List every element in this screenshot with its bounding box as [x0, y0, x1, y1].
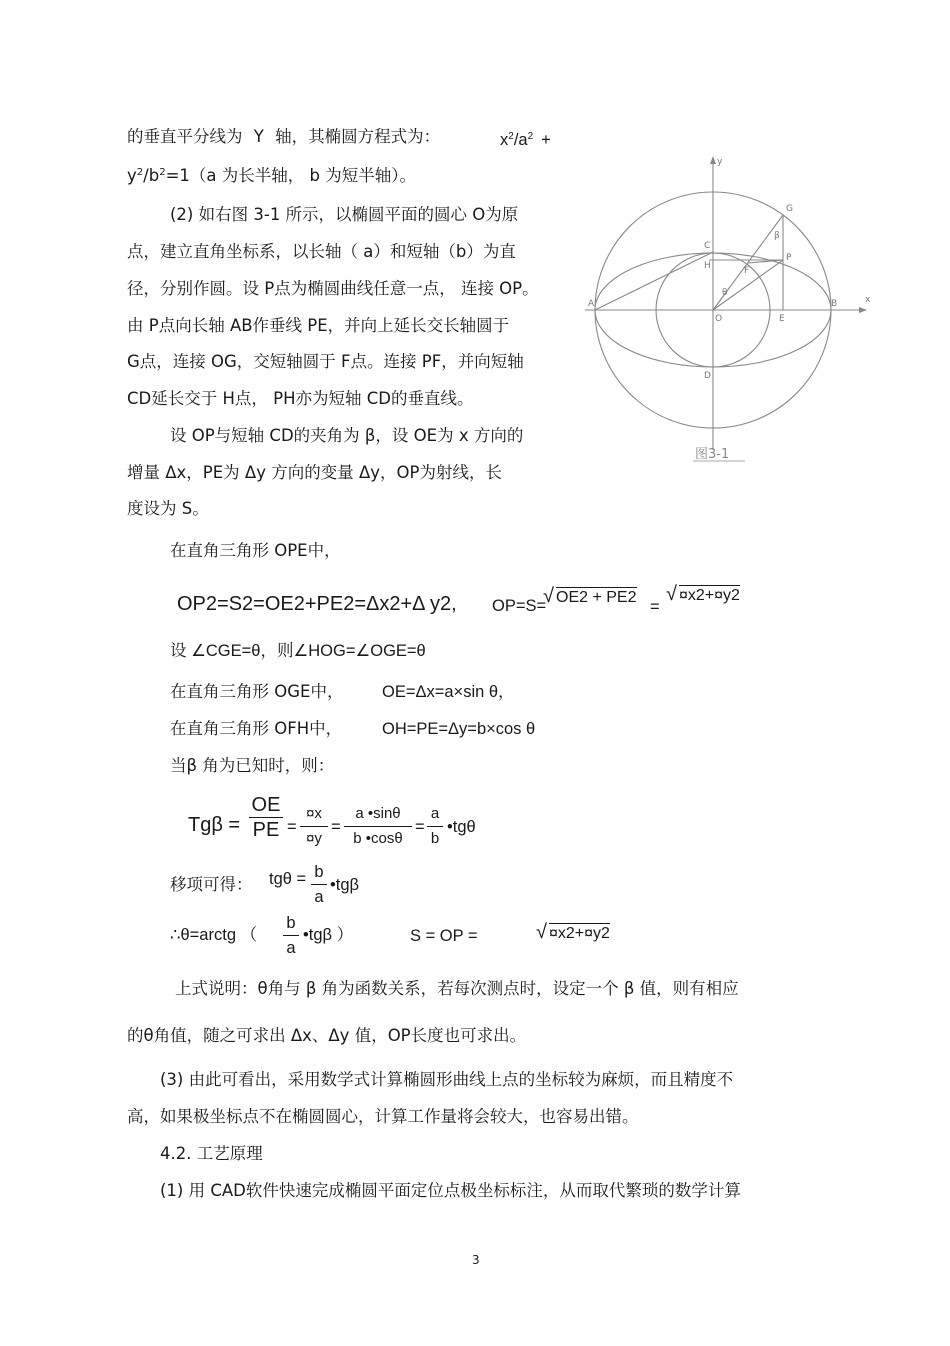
label-d: D — [704, 371, 711, 381]
intro-line-1: 的垂直平分线为 Y 轴，其椭圆方程式为： — [127, 127, 441, 146]
para4-line-1: (3) 由此可看出，采用数学式计算椭圆形曲线上点的坐标较为麻烦，而且精度不 — [160, 1070, 734, 1089]
frac-b-a-1: b a — [311, 861, 327, 908]
eq-s-squared: OP2=S2=OE2+PE2=Δx2+Δ y2, — [177, 593, 457, 615]
therefore-lhs: ∴θ=arctg （ — [170, 926, 258, 944]
frac-b-a-2: b a — [283, 912, 299, 959]
label-b: B — [831, 299, 838, 309]
tri-oge-line: 在直角三角形 OGE中， — [170, 682, 344, 701]
label-o: O — [715, 314, 723, 324]
para3-line-3: 度设为 S。 — [127, 499, 209, 518]
para2-line-1: (2) 如右图 3-1 所示，以椭圆平面的圆心 O为原 — [170, 205, 519, 224]
transpose-tail: •tgβ — [330, 876, 360, 894]
figure-3-1 — [583, 150, 878, 465]
tg-eq-3: = — [415, 818, 425, 836]
label-p: P — [786, 253, 792, 263]
label-e: E — [779, 314, 785, 324]
para2-line-5: G点，连接 OG，交短轴圆于 F点。连接 PF，并向短轴 — [127, 352, 524, 371]
oge-equation: OE=Δx=a×sin θ， — [382, 683, 515, 701]
figure-caption: 图3-1 — [695, 447, 730, 462]
x-axis-arrow-icon — [859, 307, 867, 313]
ofh-equation: OH=PE=Δy=b×cos θ — [382, 720, 536, 738]
s-equals-op: S = OP = — [410, 927, 478, 945]
section-item-1: (1) 用 CAD软件快速完成椭圆平面定位点极坐标标注，从而取代繁琐的数学计算 — [160, 1181, 741, 1200]
para3-line-2: 增量 Δx，PE为 Δy 方向的变量 Δy，OP为射线，长 — [127, 463, 502, 482]
eq-op-lhs: OP=S= — [492, 597, 547, 615]
label-theta: θ — [722, 288, 728, 298]
explain-line-1: 上式说明：θ角与 β 角为函数关系，若每次测点时，设定一个 β 值，则有相应 — [175, 979, 739, 998]
para3-line-1: 设 OP与短轴 CD的夹角为 β，设 OE为 x 方向的 — [170, 426, 524, 445]
intro-line-2: $y^2/b^2=1(a$ 为长半轴， b 为短半轴）。 — [127, 166, 416, 185]
label-f: F — [744, 266, 750, 276]
label-x: x — [865, 295, 871, 305]
para2-line-2: 点，建立直角坐标系，以长轴（ a）和短轴（b）为直 — [127, 242, 516, 261]
intro-ellipse-eq-head: $x^2/a^2$ + — [500, 131, 551, 149]
page-number: 3 — [472, 1253, 480, 1267]
tg-tail: •tgθ — [447, 818, 476, 836]
frac-oe-pe: OE PE — [249, 794, 283, 841]
transpose-lhs: tgθ = — [269, 870, 307, 888]
tri-ofh-line: 在直角三角形 OFH中， — [170, 719, 343, 738]
therefore-tail: •tgβ ） — [303, 926, 354, 944]
para2-line-6: CD延长交于 H点， PH亦为短轴 CD的垂直线。 — [127, 389, 474, 408]
label-h: H — [704, 261, 711, 271]
tg-eq-1: = — [287, 818, 297, 836]
eq-op-equals: = — [650, 598, 660, 616]
tri-ope-line: 在直角三角形 OPE中， — [170, 541, 341, 560]
para4-line-2: 高，如果极坐标点不在椭圆圆心，计算工作量将会较大，也容易出错。 — [127, 1107, 639, 1126]
frac-sin-cos: a •sinθ b •cosθ — [344, 803, 412, 850]
para2-line-3: 径，分别作圆。设 P点为椭圆曲线任意一点， 连接 OP。 — [127, 279, 539, 298]
frac-a-b: a b — [427, 803, 443, 850]
when-beta-line: 当β 角为已知时，则： — [170, 756, 335, 775]
explain-line-2: 的θ角值，随之可求出 Δx、Δy 值，OP长度也可求出。 — [127, 1026, 527, 1045]
label-c: C — [704, 241, 711, 251]
frac-dx-dy: ¤x ¤y — [300, 803, 328, 850]
label-y: y — [717, 157, 723, 167]
set-theta-line: 设 ∠CGE=θ，则∠HOG=∠OGE=θ — [170, 642, 426, 660]
para2-line-4: 由 P点向长轴 AB作垂线 PE，并向上延长交长轴圆于 — [127, 316, 510, 335]
tg-eq-2: = — [331, 818, 341, 836]
y-axis-arrow-icon — [710, 156, 716, 164]
tg-beta-lhs: Tgβ = — [188, 814, 241, 836]
label-a: A — [588, 299, 595, 309]
transpose-label: 移项可得： — [170, 875, 253, 894]
section-heading: 4.2. 工艺原理 — [160, 1144, 263, 1163]
label-beta: β — [774, 231, 780, 241]
label-g: G — [786, 204, 793, 214]
